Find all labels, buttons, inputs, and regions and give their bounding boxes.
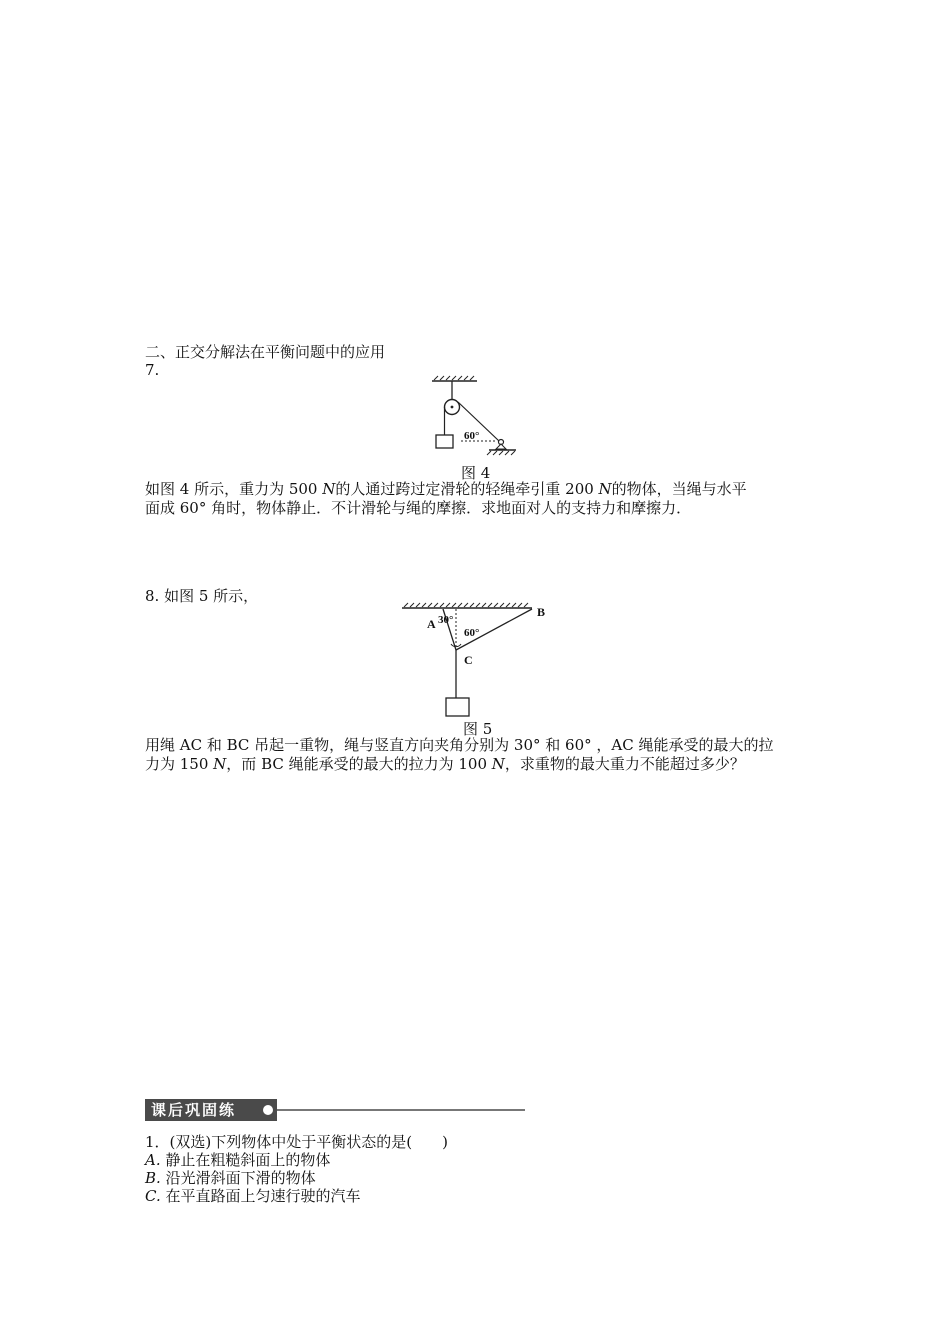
label-a: A [427, 617, 436, 631]
option-a: A. 静止在粗糙斜面上的物体 [145, 1151, 331, 1169]
angle-label-60: 60° [464, 627, 480, 639]
label-c: C [464, 653, 473, 667]
option-c: C. 在平直路面上匀速行驶的汽车 [145, 1187, 361, 1205]
angle-label-30: 30° [438, 614, 454, 626]
ground-hatch [487, 450, 516, 455]
angle-label-60: 60° [464, 430, 480, 442]
section-heading: 二、正交分解法在平衡问题中的应用 [145, 343, 386, 361]
ceiling-hatch [432, 376, 477, 381]
question-8-text-line-2: 力为 150 N，而 BC 绳能承受的最大的拉力为 100 N，求重物的最大重力不能超过多少？ [145, 755, 745, 773]
banner-title: 课后巩固练 [145, 1099, 277, 1121]
figure-5-caption: 图 5 [463, 720, 493, 738]
after-class-question-1-stem: 1．(双选)下列物体中处于平衡状态的是( ) [145, 1133, 448, 1151]
option-b: B. 沿光滑斜面下滑的物体 [145, 1169, 316, 1187]
question-8-intro: 8. 如图 5 所示， [145, 587, 259, 605]
hanging-block [436, 435, 453, 448]
banner-rule [277, 1109, 525, 1111]
figure-4-pulley-diagram [425, 376, 525, 462]
figure-5-suspension-diagram [400, 600, 560, 720]
question-7-text-line-2: 面成 60° 角时，物体静止．不计滑轮与绳的摩擦．求地面对人的支持力和摩擦力． [145, 499, 692, 517]
banner-dot-icon [263, 1105, 273, 1115]
figure-4-caption: 图 4 [461, 464, 491, 482]
after-class-banner [145, 1099, 525, 1121]
question-7-text-line-1: 如图 4 所示，重力为 500 N的人通过跨过定滑轮的轻绳牵引重 200 N的物体，当绳与水平 [145, 480, 747, 498]
ceiling-hatch [402, 603, 532, 608]
question-8-text-line-1: 用绳 AC 和 BC 吊起一重物，绳与竖直方向夹角分别为 30° 和 60° ，AC 绳能承受的最大的拉 [145, 736, 774, 754]
question-7-number: 7. [145, 361, 160, 379]
hanging-weight [446, 698, 469, 716]
label-b: B [537, 605, 546, 619]
